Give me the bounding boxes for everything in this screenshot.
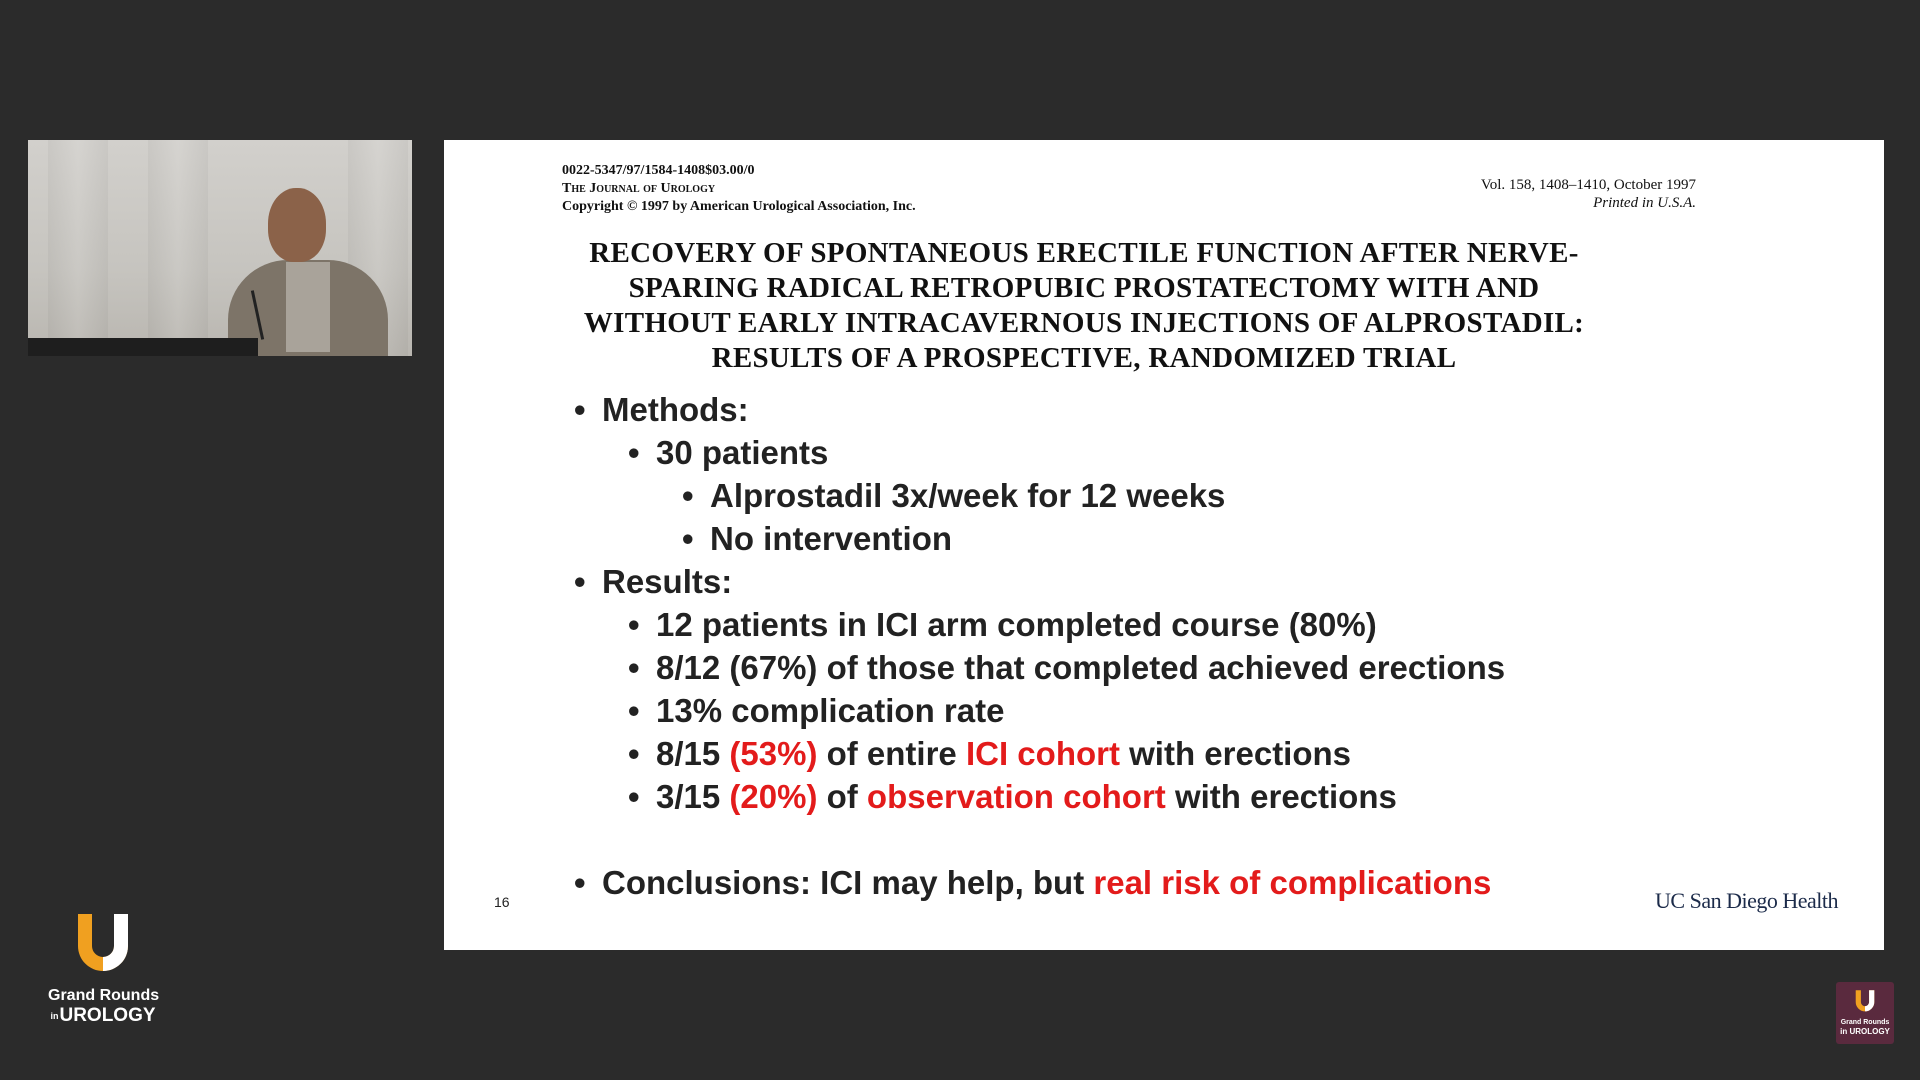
title-line: RECOVERY OF SPONTANEOUS ERECTILE FUNCTION AFTER NERVE-	[589, 237, 1579, 269]
text: 3/15	[656, 778, 730, 815]
journal-volume: Vol. 158, 1408–1410, October 1997	[1480, 177, 1696, 193]
slide-number: 16	[494, 894, 510, 910]
text: 8/15	[656, 735, 730, 772]
curtain-fold	[48, 140, 108, 356]
bullet-result-ici-cohort	[572, 732, 1772, 775]
highlight: (53%)	[729, 735, 818, 772]
brand-line2	[48, 1005, 158, 1027]
article-title	[564, 236, 1604, 376]
text: Conclusions: ICI may help, but	[602, 864, 1094, 901]
bullet-result-observation-cohort	[572, 775, 1772, 818]
brand-in: in	[50, 1011, 59, 1021]
highlight: real risk of complications	[1093, 864, 1492, 901]
bullet-conclusions	[572, 861, 1772, 904]
u-logo-icon	[68, 908, 138, 978]
highlight: ICI cohort	[965, 735, 1120, 772]
title-line: RESULTS OF A PROSPECTIVE, RANDOMIZED TRIAL	[711, 342, 1457, 374]
title-line: WITHOUT EARLY INTRACAVERNOUS INJECTIONS OF ALPROSTADIL:	[583, 307, 1585, 339]
journal-header-right	[1481, 176, 1696, 212]
corner-watermark-logo	[1836, 982, 1894, 1044]
highlight: observation cohort	[866, 778, 1166, 815]
bullet-patients: • 30 patients	[572, 431, 1772, 474]
curtain-fold	[148, 140, 208, 356]
corner-line2	[1836, 1027, 1894, 1036]
journal-name: The Journal of Urology	[562, 181, 716, 196]
bullet-results: • Results:	[572, 560, 1772, 603]
text: of entire	[817, 735, 966, 772]
bullet-list	[572, 388, 1772, 904]
bullet-no-intervention: • No intervention	[572, 517, 1772, 560]
podium	[28, 338, 258, 356]
brand-line1: Grand Rounds	[48, 987, 160, 1004]
speaker-head	[268, 188, 326, 262]
journal-printed: Printed in U.S.A.	[1593, 195, 1696, 211]
text: with erections	[1119, 735, 1352, 772]
speaker-video	[28, 140, 412, 356]
highlight: (20%)	[729, 778, 818, 815]
brand-urology: UROLOGY	[59, 1005, 156, 1026]
bullet-result-erections: • 8/12 (67%) of those that completed achieved erections	[572, 646, 1772, 689]
bullet-methods: • Methods:	[572, 388, 1772, 431]
journal-code: 0022-5347/97/1584-1408$03.00/0	[562, 163, 755, 178]
brand-logo	[48, 908, 158, 1027]
bullet-result-completed: • 12 patients in ICI arm completed course (80%)	[572, 603, 1772, 646]
text: of	[817, 778, 867, 815]
speaker-shirt	[286, 262, 330, 352]
presentation-slide	[444, 140, 1884, 950]
corner-urology: UROLOGY	[1849, 1027, 1890, 1036]
journal-copyright: Copyright © 1997 by American Urological Association, Inc.	[562, 199, 916, 214]
bullet-result-complications: • 13% complication rate	[572, 689, 1772, 732]
corner-line1: Grand Rounds	[1840, 1019, 1890, 1026]
u-logo-small-icon	[1852, 988, 1878, 1014]
spacer	[572, 818, 1772, 861]
bullet-alprostadil: • Alprostadil 3x/week for 12 weeks	[572, 474, 1772, 517]
text: with erections	[1165, 778, 1397, 815]
corner-in: in	[1840, 1027, 1848, 1036]
institution-logo: UC San Diego Health	[1655, 888, 1838, 913]
journal-header-left	[562, 162, 916, 216]
title-line: SPARING RADICAL RETROPUBIC PROSTATECTOMY WITH AND	[628, 272, 1540, 304]
